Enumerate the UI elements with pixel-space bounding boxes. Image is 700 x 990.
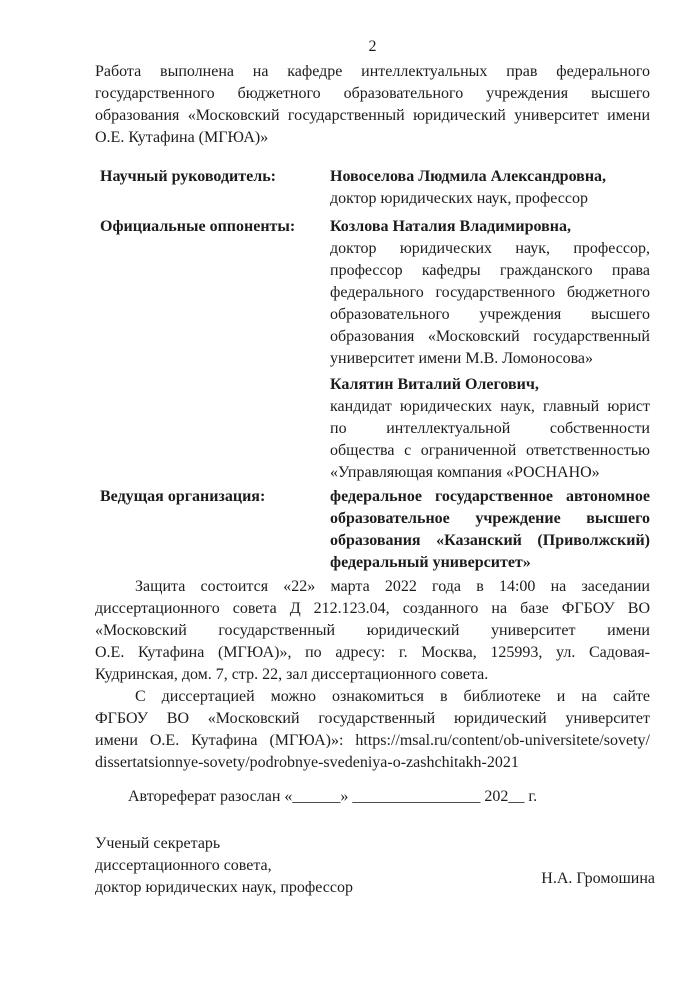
text-line: доктор юридических наук, профессор	[330, 190, 588, 207]
opponents-label: Официальные оппоненты:	[100, 218, 296, 235]
leading-org-label: Ведущая организация:	[100, 488, 266, 505]
library-url-line: dissertatsionnye-sovety/podrobnye-svedeniya-o-zashchitakh-2021	[95, 754, 519, 771]
opponent-second	[330, 374, 650, 484]
text-line: образования «Московский государственный	[330, 328, 650, 345]
text-line: федеральное государственное автономное	[330, 488, 650, 505]
text-line: диссертационного совета,	[95, 857, 272, 874]
text-line: образовательное учреждение высшего	[330, 510, 650, 527]
text-line: Защита состоится «22» марта 2022 года в 14:00 на заседании	[135, 578, 650, 595]
text-line: доктор юридических наук, профессор	[95, 879, 353, 896]
text-line: О.Е. Кутафина (МГЮА)», по адресу: г. Москва, 125993, ул. Садовая-	[95, 644, 650, 661]
text-line: «Управляющая компания «РОСНАНО»	[330, 464, 600, 481]
text-line: по интеллектуальной собственности	[330, 420, 650, 437]
library-url-line: имени О.Е. Кутафина (МГЮА)»: https://msal.ru/content/ob-universitete/sovety/	[95, 732, 650, 749]
text-line: федеральный университет»	[330, 554, 531, 571]
opponent-first-name: Козлова Наталия Владимировна,	[330, 218, 571, 235]
opponent-first	[330, 216, 650, 370]
supervisor-name: Новоселова Людмила Александровна,	[330, 168, 607, 185]
text-line: доктор юридических наук, профессор,	[330, 240, 650, 257]
text-line: государственного бюджетного образовательного учреждения высшего	[95, 85, 650, 102]
text-line: общества с ограниченной ответственностью	[330, 442, 650, 459]
leading-org-value	[330, 486, 650, 574]
text-line: образования «Казанский (Приволжский)	[330, 532, 650, 549]
defense-paragraph	[95, 576, 650, 686]
opponent-second-name: Калятин Виталий Олегович,	[330, 376, 539, 393]
text-line: федерального государственного бюджетного	[330, 284, 650, 301]
text-line: диссертационного совета Д 212.123.04, созданного на базе ФГБОУ ВО	[95, 600, 650, 617]
text-line: кандидат юридических наук, главный юрист	[330, 398, 650, 415]
text-line: О.Е. Кутафина (МГЮА)»	[95, 129, 269, 146]
text-line: «Московский государственный юридический университет имени	[95, 622, 650, 639]
text-line: С диссертацией можно ознакомиться в библиотеке и на сайте	[135, 688, 650, 705]
text-line: образования «Московский государственный юридический университет имени	[95, 107, 650, 124]
text-line: профессор кафедры гражданского права	[330, 262, 650, 279]
library-paragraph	[95, 686, 650, 774]
supervisor-label: Научный руководитель:	[100, 168, 276, 185]
intro-paragraph	[95, 61, 650, 149]
supervisor-value	[330, 166, 650, 210]
text-line: образовательного учреждения высшего	[330, 306, 650, 323]
text-line: Кудринская, дом. 7, стр. 22, зал диссертационного совета.	[95, 666, 489, 683]
secretary-name: Н.А. Громошина	[541, 870, 655, 887]
abstract-mailed-line: Автореферат разослан «______» ________________ 202__ г.	[128, 788, 538, 805]
page-number: 2	[368, 38, 377, 55]
text-line: Ученый секретарь	[95, 835, 221, 852]
text-line: ФГБОУ ВО «Московский государственный юридический университет	[95, 710, 650, 727]
text-line: Работа выполнена на кафедре интеллектуальных прав федерального	[95, 63, 650, 80]
text-line: университет имени М.В. Ломоносова»	[330, 350, 594, 367]
